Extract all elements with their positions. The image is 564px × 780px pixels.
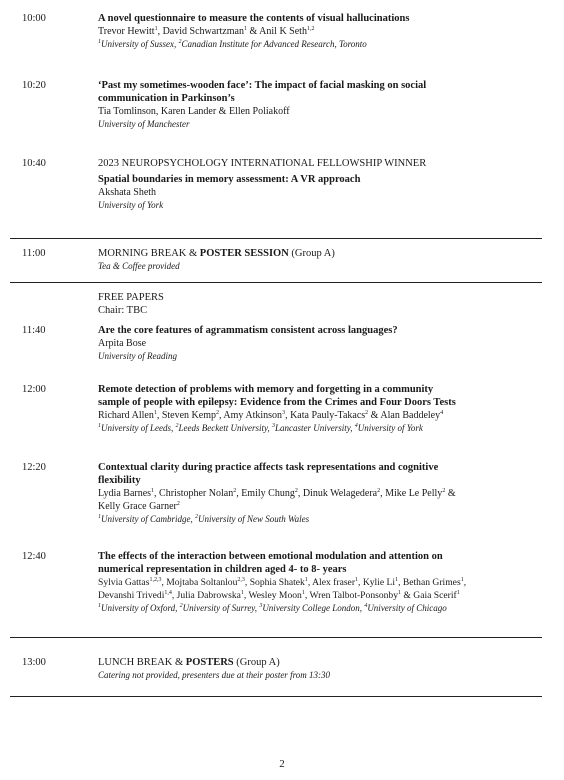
- break-content: [98, 247, 543, 272]
- time-slot: 11:00: [22, 248, 46, 259]
- talk-affiliations: University of York: [98, 200, 164, 210]
- section-divider: [10, 238, 542, 239]
- talk-content: [98, 461, 543, 525]
- talk-title-line-2: communication in Parkinson’s: [98, 93, 235, 104]
- section-divider: [10, 637, 542, 638]
- talk-affiliations: $^1$University of Oxford, $^2$University of Surrey, $^3$University College London, $^4$University of Chicago: [98, 603, 447, 613]
- time-slot: 12:20: [22, 462, 46, 473]
- section-divider: [10, 696, 542, 697]
- time-slot: 12:00: [22, 384, 46, 395]
- talk-authors-line-1: Lydia Barnes$^1$, Christopher Nolan$^2$, Emily Chung$^2$, Dinuk Welagedera$^2$, Mike Le Pelly$^2$ &: [98, 488, 456, 499]
- session-chair: Chair: TBC: [98, 305, 148, 316]
- talk-title: A novel questionnaire to measure the contents of visual hallucinations: [98, 13, 410, 24]
- talk-authors-line-1: Sylvia Gattas$^{1,2,3}$, Mojtaba Soltanlou$^{2,3}$, Sophia Shatek$^1$, Alex fraser$^1$, Kylie Li$^1$, Bethan Grimes$^1$,: [98, 577, 467, 588]
- talk-affiliations: University of Reading: [98, 351, 177, 361]
- talk-authors: Trevor Hewitt$^1$, David Schwartzman$^1$ & Anil K Seth$^{1,2}$: [98, 26, 315, 37]
- talk-affiliations: $^1$University of Cambridge, $^2$University of New South Wales: [98, 514, 310, 524]
- talk-title-line-1: Remote detection of problems with memory and forgetting in a community: [98, 384, 434, 395]
- talk-affiliations: $^1$University of Sussex, $^2$Canadian Institute for Advanced Research, Toronto: [98, 39, 367, 49]
- time-slot: 12:40: [22, 551, 46, 562]
- time-slot: 10:20: [22, 80, 46, 91]
- talk-title: Spatial boundaries in memory assessment: A VR approach: [98, 174, 361, 185]
- talk-content: [98, 383, 543, 434]
- break-label: MORNING BREAK & POSTER SESSION (Group A): [98, 248, 335, 259]
- talk-content: [98, 324, 543, 362]
- break-note: Tea & Coffee provided: [98, 261, 180, 271]
- section-divider: [10, 282, 542, 283]
- time-slot: 13:00: [22, 657, 46, 668]
- talk-title-line-1: Contextual clarity during practice affects task representations and cognitive: [98, 462, 439, 473]
- talk-content: [98, 550, 543, 614]
- talk-title: Are the core features of agrammatism consistent across languages?: [98, 325, 398, 336]
- talk-content: [98, 12, 543, 50]
- time-slot: 10:00: [22, 13, 46, 24]
- talk-authors-line-2: Devanshi Trivedi$^{1,4}$, Julia Dabrowska$^1$, Wesley Moon$^1$, Wren Talbot-Ponsonby$^1$ & Gaia Scerif$^1$: [98, 590, 460, 601]
- time-slot: 10:40: [22, 158, 46, 169]
- talk-authors: Akshata Sheth: [98, 187, 157, 198]
- talk-authors-line-2: Kelly Grace Garner$^2$: [98, 501, 180, 512]
- session-header: 2023 NEUROPSYCHOLOGY INTERNATIONAL FELLOWSHIP WINNER: [98, 158, 427, 169]
- session-title: FREE PAPERS: [98, 292, 164, 303]
- break-content: [98, 656, 543, 681]
- talk-authors: Richard Allen$^1$, Steven Kemp$^2$, Amy Atkinson$^3$, Kata Pauly-Takacs$^2$ & Alan Baddeley$^4$: [98, 410, 444, 421]
- time-slot: 11:40: [22, 325, 46, 336]
- talk-title-line-2: sample of people with epilepsy: Evidence from the Crimes and Four Doors Tests: [98, 397, 456, 408]
- break-label: LUNCH BREAK & POSTERS (Group A): [98, 657, 280, 668]
- talk-affiliations: $^1$University of Leeds, $^2$Leeds Beckett University, $^3$Lancaster University, $^4$University of York: [98, 423, 423, 433]
- talk-title-line-2: flexibility: [98, 475, 141, 486]
- talk-affiliations: University of Manchester: [98, 119, 190, 129]
- talk-authors: Tia Tomlinson, Karen Lander & Ellen Poliakoff: [98, 106, 290, 117]
- talk-title-line-1: The effects of the interaction between emotional modulation and attention on: [98, 551, 443, 562]
- talk-title-line-1: ‘Past my sometimes-wooden face’: The impact of facial masking on social: [98, 80, 427, 91]
- talk-content: [98, 157, 543, 211]
- break-note: Catering not provided, presenters due at their poster from 13:30: [98, 670, 330, 680]
- talk-title-line-2: numerical representation in children aged 4- to 8- years: [98, 564, 347, 575]
- page-number: 2: [279, 758, 285, 770]
- talk-authors: Arpita Bose: [98, 338, 147, 349]
- talk-content: [98, 79, 543, 130]
